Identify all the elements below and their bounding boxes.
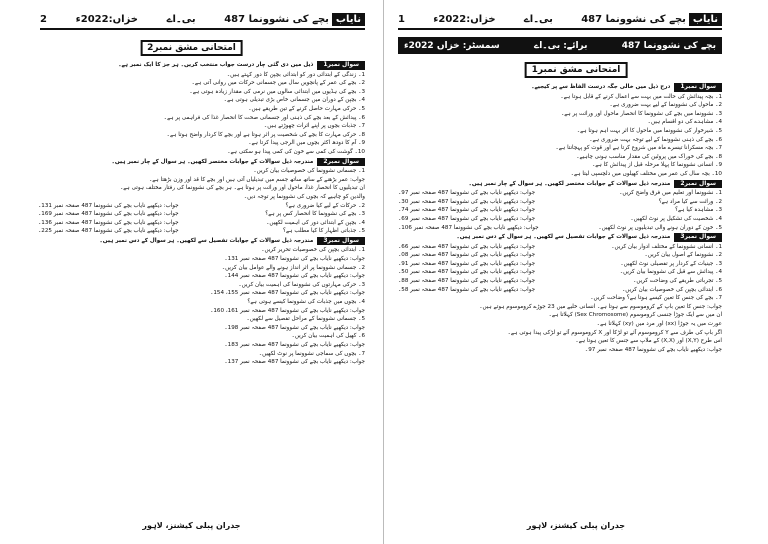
answer-row [398,277,722,286]
answer-reference: جواب: دیکھیے نایاب بچے کی نشوونما 487 صفحہ نمبر 50۔ [398,269,536,276]
list-item: 9۔ آم کا دودھ اکثر بچوں میں الرجی پیدا کرتا ہے۔ [248,140,365,147]
class-label: بی۔اے [166,13,196,25]
list-item: 10۔ گوشت کی کمی سے خون کی کمی پیدا ہو سکتی ہے۔ [227,148,365,155]
list-item: 7۔ بچہ مسکرانا تیسرے ماہ میں شروع کرتا ہے اور قوت کو پہچانتا ہے۔ [555,145,722,152]
answer-row [398,260,722,269]
question-number: سوال نمبر2 [674,180,722,189]
answer-reference: جواب: دیکھیے نایاب بچے کی نشوونما 487 صفحہ نمبر 183۔ [224,342,365,348]
answer-question: 4۔ پیدائش سے قبل کی نشوونما بیان کریں۔ [619,269,722,276]
answer-reference: جواب: دیکھیے نایاب بچے کی نشوونما 487 صفحہ نمبر 91۔ [398,260,536,267]
answer-question: 1۔ انسانی نشوونما کے مختلف ادوار بیان کریں۔ [611,243,722,250]
answer-question: 2۔ نشوونما کے اصول بیان کریں۔ [644,252,722,259]
page-number: 1 [398,13,405,25]
list-item: 8۔ بچے کی خوراک میں پروٹین کی مقدار مناسب ہونی چاہیے۔ [576,153,722,160]
banner-semester: سمسٹر: خزاں 2022ء [404,40,500,51]
long-question: 2۔ جسمانی نشوونما پر اثر انداز ہونے والے عوامل بیان کریں۔ [221,264,365,271]
class-label: بی۔اے [523,13,553,25]
list-item: والدین کو چاہیے کہ بچوں کی نشوونما پر توجہ دیں۔ [243,193,365,200]
test-title: امتحانی مشق نمبر2 [140,40,243,56]
answer-question: 4۔ بچپن کے ابتدائی دور کی اہمیت لکھیں۔ [266,219,365,226]
banner-title: بچے کی نشوونما 487 [621,40,716,51]
question-heading [38,61,365,70]
answer-row [38,219,365,228]
question-number: سوال نمبر2 [317,158,365,167]
page-number: 2 [40,13,47,25]
answer-reference: جواب: دیکھیے نایاب بچے کی نشوونما 487 صفحہ نمبر 225۔ [38,228,179,235]
book-title: بچے کی نشوونما 487 [581,13,686,25]
list-item: 10۔ بچہ سال کی عمر میں مختلف کھیلوں میں دلچسپی لیتا ہے۔ [570,170,722,177]
answer-reference: جواب: دیکھیے نایاب بچے کی نشوونما 487 صفحہ نمبر 88۔ [398,278,536,285]
paragraph-line: ان میں سے ایک جوڑا جنسی کروموسوم (Sex Chromosome) کہلاتا ہے۔ [548,312,722,319]
answer-reference: جواب: دیکھیے نایاب بچے کی نشوونما 487 صفحہ نمبر 97۔ [398,190,536,197]
answer-row [398,189,722,198]
long-question: 4۔ بچوں میں جذبات کی نشوونما کیسے ہوتی ہے؟ [247,299,365,306]
list-item: 1۔ بچہ پیدائش کی حالت میں بہت سے اعمال کرنے کے قابل ہوتا ہے۔ [560,93,722,100]
list-item: 6۔ بچے کی ذہنی نشوونما کے لیے توجہ بہت ضروری ہے۔ [589,136,722,143]
question-heading [398,180,722,189]
question-instruction: مندرجہ ذیل سوالات کے جوابات مختصر لکھیں۔ ہر سوال کے چار نمبر ہیں۔ [468,180,671,187]
course-banner [398,37,722,54]
answer-question: 6۔ ابتدائی بچپن کی خصوصیات بیان کریں۔ [622,286,722,293]
right-page [384,0,768,544]
answer-reference: جواب: دیکھیے نایاب بچے کی نشوونما 487 صفحہ نمبر 155، 154۔ [210,290,365,297]
answer-reference: جواب: دیکھیے نایاب بچے کی نشوونما 487 صفحہ نمبر 66۔ [398,243,536,250]
answer-reference: جواب: دیکھیے نایاب بچے کی نشوونما 487 صفحہ نمبر 30۔ [398,198,536,205]
page-content [398,82,722,500]
answer-reference: جواب: دیکھیے نایاب بچے کی نشوونما 487 صفحہ نمبر 136۔ [38,219,179,226]
answer-reference: جواب: دیکھیے نایاب بچے کی نشوونما 487 صفحہ نمبر 131۔ [224,256,365,263]
answer-question: 4۔ شخصیت کی تشکیل پر نوٹ لکھیں۔ [630,215,722,222]
list-item: ان تبدیلیوں کا انحصار غذا، ماحول اور وراثت پر ہوتا ہے۔ ہر بچے کی نشوونما کی رفتار مختلف ہوتی ہے۔ [120,185,365,192]
answer-reference: جواب: دیکھیے نایاب بچے کی نشوونما 487 صفحہ نمبر 58۔ [398,286,536,293]
answer-row [398,243,722,252]
answer-question: 3۔ جینیات کے کردار پر تفصیلی نوٹ لکھیں۔ [620,260,722,267]
list-item: 3۔ بچے کی ہڈیوں میں ابتدائی سالوں میں نرمی کی مقدار زیادہ ہوتی ہے۔ [189,88,365,95]
list-item: جواب: عمر بڑھنے کے ساتھ ساتھ جسم میں تبدیلیاں آتی ہیں اور بچے کا قد اور وزن بڑھتا ہے۔ [148,176,365,183]
list-item: 4۔ بچپن کے دوران میں جسمانی خاص بڑی تبدیلی ہوتی ہے۔ [223,97,365,104]
publisher-footer: جدران پبلی کیشنز، لاہور [142,521,241,530]
answer-reference: جواب: دیکھیے نایاب بچے کی نشوونما 487 صفحہ نمبر 106۔ [398,224,539,231]
answer-reference: جواب: دیکھیے نایاب بچے کی نشوونما 487 صفحہ نمبر 198۔ [224,324,365,331]
question-instruction: ذیل میں دی گئی چار درست جواب منتخب کریں۔ ہر جز کا ایک نمبر ہے۔ [118,62,314,68]
answer-row [38,202,365,211]
long-question: 1۔ ابتدائی بچپن کی خصوصیات تحریر کریں۔ [261,247,365,254]
page-header [398,10,722,30]
answer-question: 3۔ بچے کی نشوونما کا انحصار کس پر ہے؟ [265,211,365,218]
list-item: 2۔ بچے کی عمر کے پانچویں سال میں جسمانی حرکات میں روانی آتی ہے۔ [191,80,365,87]
list-item: 8۔ حرکی مہارت کا بچے کی شخصیت پر اثر ہوتا ہے اور بچے کا کردار واضح ہوتا ہے۔ [166,131,365,138]
question-heading [38,237,365,246]
banner-class: برائے: بی۔اے [533,40,588,51]
answer-question: 2۔ وراثت سے کیا مراد ہے؟ [658,198,722,205]
page-header [40,10,365,30]
answer-row [38,210,365,219]
list-item: 6۔ پیدائش کے بعد بچے کی ذہنی اور جسمانی صحت کا انحصار غذا کی فراہمی پر ہے۔ [163,114,365,121]
answer-row [398,224,722,233]
paragraph-line: عورت میں یہ جوڑا (xx) اور مرد میں (xy) کہلاتا ہے۔ [596,321,722,328]
list-item: 1۔ جسمانی نشوونما کی خصوصیات بیان کریں۔ [253,168,365,175]
answer-reference: جواب: دیکھیے نایاب بچے کی نشوونما 487 صفحہ نمبر 137۔ [224,359,365,366]
answer-row [398,286,722,295]
list-item: 9۔ انسانی نشوونما کا پہلا مرحلہ قبل از پیدائش کا ہے۔ [592,162,722,169]
answer-question: 5۔ تجرباتی طریقے کی وضاحت کریں۔ [633,278,722,285]
list-item: 3۔ نشوونما میں بچے کی نشوونما کا انحصار ماحول اور وراثت پر ہے۔ [560,110,722,117]
logo: نایاب [689,13,722,26]
question-heading [398,83,722,92]
question-heading [398,233,722,242]
answer-reference: جواب: دیکھیے نایاب بچے کی نشوونما 487 صفحہ نمبر 74۔ [398,207,536,214]
book-title: بچے کی نشوونما 487 [224,13,329,25]
answer-question: 5۔ خون کے دوران ہونے والی تبدیلیوں پر نوٹ لکھیں۔ [598,224,722,231]
long-question: 3۔ حرکی مہارتوں کی نشوونما کی اہمیت بیان کریں۔ [238,281,365,288]
long-question: 7۔ بچوں کی سماجی نشوونما پر نوٹ لکھیں۔ [258,350,365,357]
answer-question: 2۔ حرکات کے لیے کیا ضروری ہے؟ [285,202,365,209]
list-item: 4۔ مشاہدے کی دو اقسام ہیں۔ [647,119,722,126]
list-item: 7۔ جذبات بچوں پر اپنے اثرات چھوڑتے ہیں۔ [263,123,365,130]
list-item: 1۔ زندگی کے ابتدائی دور کو ابتدائی بچپن کا دور کہتے ہیں۔ [226,71,365,78]
page-content [38,60,365,500]
answer-row [398,206,722,215]
answer-reference: جواب: دیکھیے نایاب بچے کی نشوونما 487 صفحہ نمبر 69۔ [398,215,536,222]
list-item: 5۔ حرکی مہارت حاصل کرنے کے تین طریقے ہیں۔ [248,105,365,112]
question-instruction: درج ذیل میں خالی جگہ درست الفاظ سے پر کیجیے۔ [531,84,671,90]
answer-reference: جواب: دیکھیے نایاب بچے کی نشوونما 487 صفحہ نمبر 169۔ [38,211,179,218]
session-label: خزاں:2022ء [75,13,138,25]
answer-question: 5۔ جذباتی اظہار کا کیا مطلب ہے؟ [283,228,365,235]
answer-reference: جواب: دیکھیے نایاب بچے کی نشوونما 487 صفحہ نمبر 08۔ [398,252,536,259]
answer-row [398,251,722,260]
question-instruction: مندرجہ ذیل سوالات کے جوابات مختصر لکھیں۔ ہر سوال کے چار نمبر ہیں۔ [111,158,314,165]
answer-reference: جواب: دیکھیے نایاب بچے کی نشوونما 487 صفحہ نمبر 131۔ [38,202,179,209]
question-heading [38,158,365,167]
answer-reference: جواب: دیکھیے نایاب بچے کی نشوونما 487 صفحہ نمبر 161، 160۔ [210,307,365,314]
paragraph-line: اگر باپ کی طرف سے Y کروموسوم آئے تو لڑکا اور X کروموسوم آئے تو لڑکی پیدا ہوتی ہے۔ [507,329,722,336]
question-instruction: مندرجہ ذیل سوالات کے جوابات تفصیل سے لکھیں۔ ہر سوال کے دس نمبر ہیں۔ [99,237,314,244]
answer-question: 1۔ نشوونما اور تعلیم میں فرق واضح کریں۔ [619,190,722,197]
publisher-footer: جدران پبلی کیشنز، لاہور [526,521,626,530]
question-number: سوال نمبر3 [674,233,722,242]
answer-reference: جواب: دیکھیے نایاب بچے کی نشوونما 487 صفحہ نمبر 144۔ [224,273,365,280]
long-question: 5۔ جسمانی نشوونما کے مراحل تفصیل سے لکھیں۔ [246,316,365,323]
list-item: 2۔ ماحول کی نشوونما کے لیے بہت ضروری ہے۔ [609,102,722,109]
long-question: 6۔ کھیل کی اہمیت بیان کریں۔ [291,333,365,340]
test-title: امتحانی مشق نمبر1 [525,62,628,78]
logo: نایاب [332,13,365,26]
paragraph-line: اس طرح (X,Y) اور (X,X) کے ملاپ سے جنس کا تعین ہوتا ہے۔ [575,338,722,345]
paragraph-line: جواب: دیکھیے نایاب بچے کی نشوونما 487 صفحہ نمبر 97۔ [584,346,722,353]
question-instruction: مندرجہ ذیل سوالات کے جوابات تفصیل سے لکھیں۔ ہر سوال کے دس نمبر ہیں۔ [456,234,671,241]
answer-question: 3۔ مشاہدہ کیا ہے؟ [675,207,722,214]
question-number: سوال نمبر1 [674,83,722,92]
paragraph-line: جواب: جنس کا تعین باپ کے کروموسوم سے ہوتا ہے۔ انسانی خلیے میں 23 جوڑے کروموسوم ہوتے ہیں۔ [479,303,722,310]
paragraph-line: 7۔ بچے کی جنس کا تعین کیسے ہوتا ہے؟ وضاحت کریں۔ [590,295,722,302]
brand [224,13,365,26]
question-number: سوال نمبر1 [317,61,365,70]
answer-row [398,198,722,207]
answer-row [398,215,722,224]
answer-row [38,227,365,236]
answer-row [398,268,722,277]
session-label: خزاں:2022ء [433,13,496,25]
brand [581,13,722,26]
question-number: سوال نمبر3 [317,237,365,246]
list-item: 5۔ شیرخوار کی نشوونما میں ماحول کا اثر بہت اہم ہوتا ہے۔ [576,127,722,134]
